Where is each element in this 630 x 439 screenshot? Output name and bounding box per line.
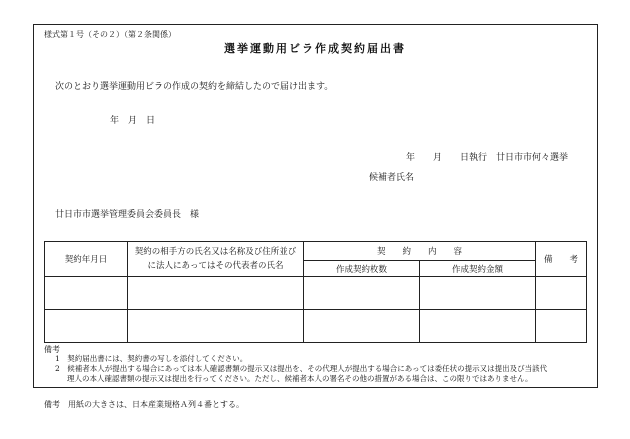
note-2-continued: 理人の本人確認書類の提示又は提出を行ってください。ただし、候補者本人の署名その他の措置がある場合は、この限りではありません。: [67, 374, 533, 383]
paper-size-remark: 備考 用紙の大きさは、日本産業規格Ａ列４番とする。: [44, 400, 244, 409]
addressee-line: 廿日市市選挙管理委員会委員長 様: [55, 210, 200, 220]
cell-date-1[interactable]: [45, 277, 128, 310]
cell-amount-1[interactable]: [420, 277, 536, 310]
note-1: 1 契約届出書には、契約書の写しを添付してください。: [55, 354, 248, 363]
cell-remarks-2[interactable]: [536, 310, 587, 343]
cell-sheets-1[interactable]: [304, 277, 420, 310]
cell-sheets-2[interactable]: [304, 310, 420, 343]
cell-party-2[interactable]: [128, 310, 304, 343]
header-sheet-count: 作成契約枚数: [304, 261, 420, 277]
cell-remarks-1[interactable]: [536, 277, 587, 310]
intro-text: 次のとおり選挙運動用ビラの作成の契約を締結したので届け出ます。: [55, 82, 334, 92]
submission-date-line: 年 月 日: [110, 116, 156, 126]
header-contract-amount: 作成契約金額: [420, 261, 536, 277]
header-contract-date: 契約年月日: [45, 242, 128, 277]
form-number-label: 様式第１号（その２）（第２条関係）: [44, 30, 176, 39]
candidate-name-label: 候補者氏名: [369, 173, 415, 183]
cell-amount-2[interactable]: [420, 310, 536, 343]
header-contract-content: 契 約 内 容: [304, 242, 536, 261]
document-title: 選挙運動用ビラ作成契約届出書: [224, 42, 406, 55]
note-2: 2 候補者本人が提出する場合にあっては本人確認書類の提示又は提出を、その代理人が提出する場合にあっては委任状の提示又は提出及び当該代: [55, 364, 548, 373]
cell-date-2[interactable]: [45, 310, 128, 343]
notes-heading: 備考: [44, 345, 60, 354]
header-remarks: 備 考: [536, 242, 587, 277]
election-execution-line: 年 月 日執行 廿日市市何々選挙: [406, 153, 569, 163]
contract-table: [44, 241, 587, 343]
cell-party-1[interactable]: [128, 277, 304, 310]
header-contract-party: 契約の相手方の氏名又は名称及び住所並びに法人にあってはその代表者の氏名: [128, 242, 304, 277]
